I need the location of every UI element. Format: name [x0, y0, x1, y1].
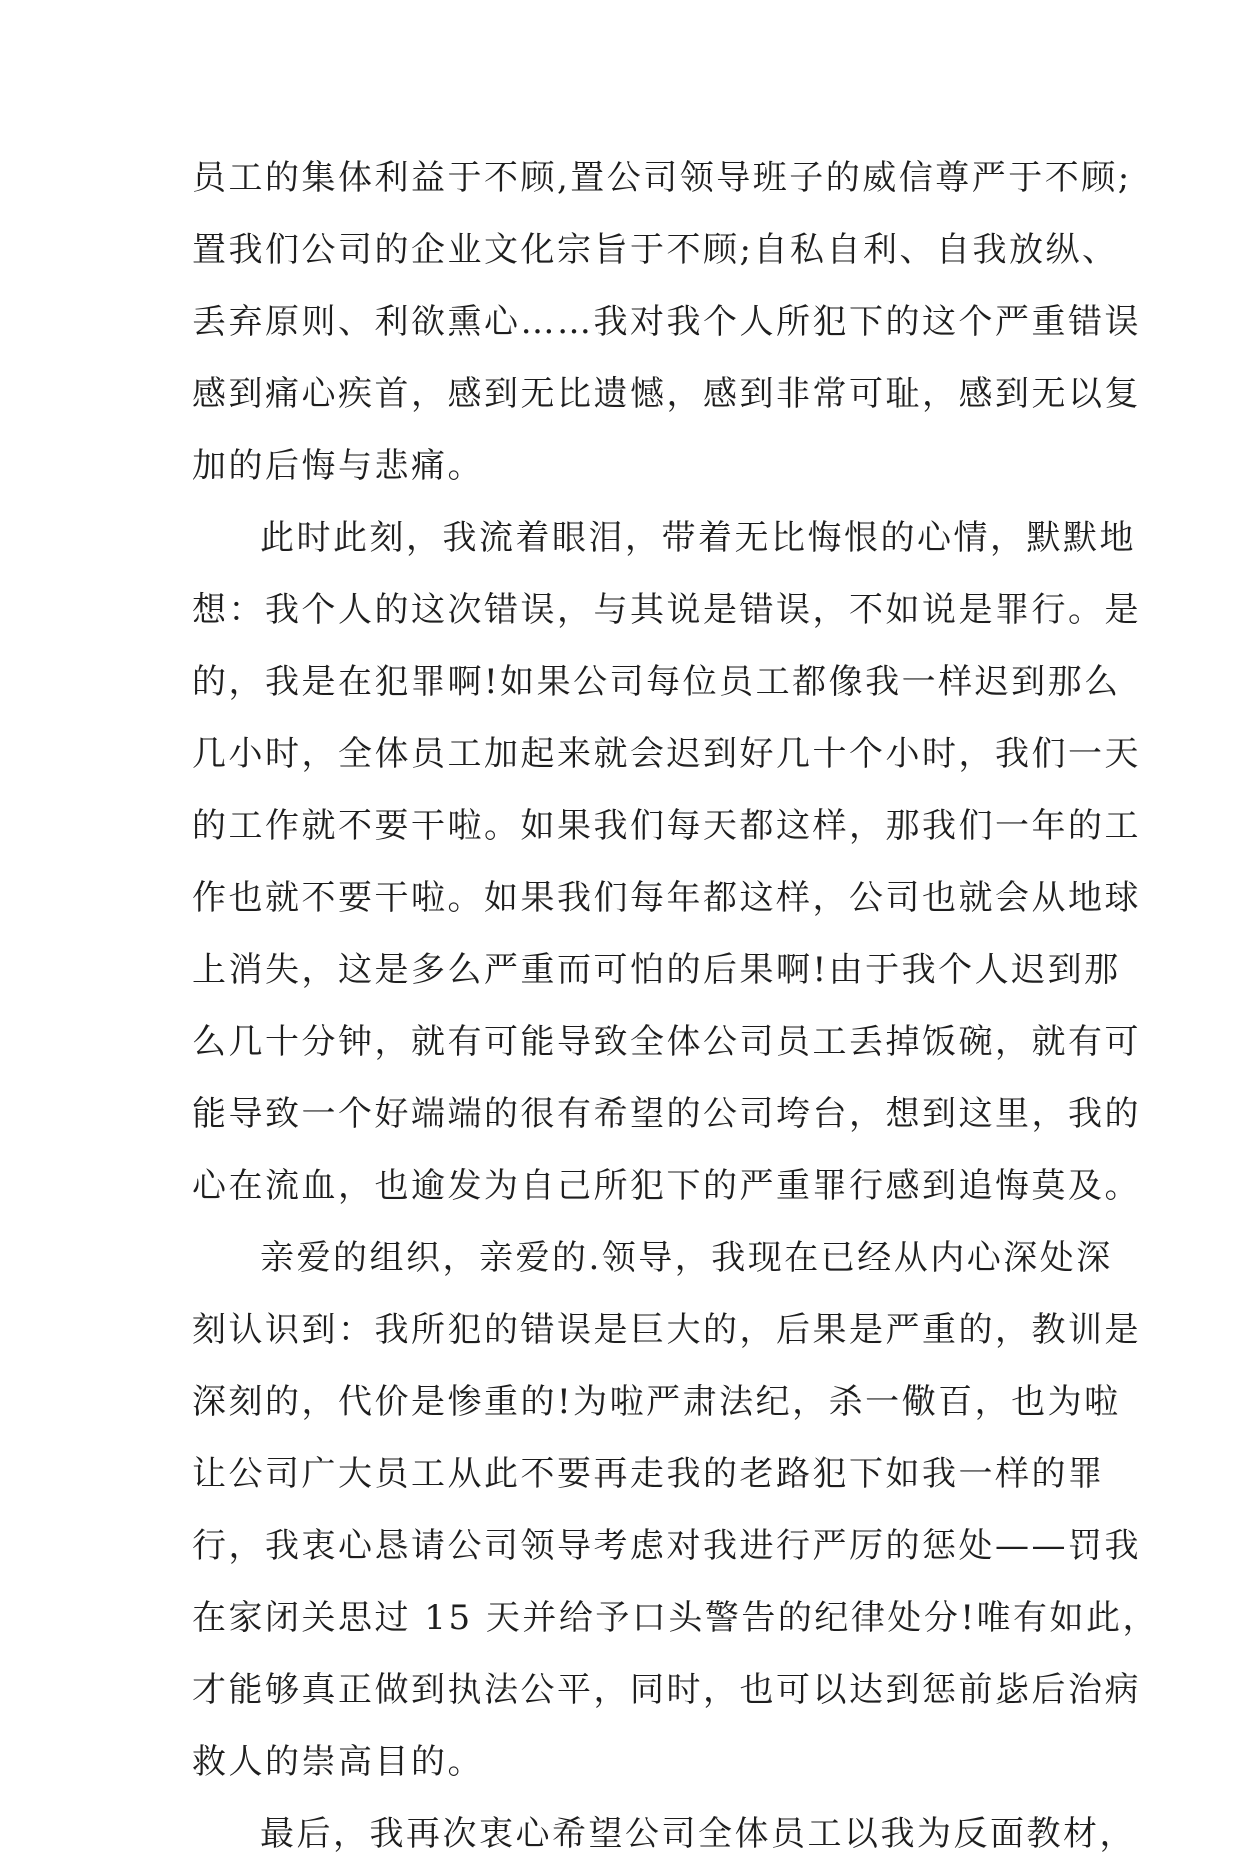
text-line: 员工的集体利益于不顾,置公司领导班子的威信尊严于不顾; [192, 158, 1132, 198]
text-line: 深刻的，代价是惨重的!为啦严肃法纪，杀一儆百，也为啦 [192, 1382, 1121, 1422]
text-line: 心在流血，也逾发为自己所犯下的严重罪行感到追悔莫及。 [192, 1166, 1141, 1206]
text-line: 能导致一个好端端的很有希望的公司垮台，想到这里，我的 [192, 1094, 1141, 1134]
text-line: 让公司广大员工从此不要再走我的老路犯下如我一样的罪 [192, 1454, 1105, 1494]
text-line: 加的后悔与悲痛。 [192, 446, 484, 486]
text-line: 置我们公司的企业文化宗旨于不顾;自私自利、自我放纵、 [192, 230, 1119, 270]
paragraph-start-line: 亲爱的组织，亲爱的.领导，我现在已经从内心深处深 [260, 1238, 1113, 1278]
text-line: 几小时，全体员工加起来就会迟到好几十个小时，我们一天 [192, 734, 1141, 774]
text-line: 的，我是在犯罪啊!如果公司每位员工都像我一样迟到那么 [192, 662, 1121, 702]
paragraph-start-line: 此时此刻，我流着眼泪，带着无比悔恨的心情，默默地 [260, 518, 1136, 558]
paragraph-start-line: 最后，我再次衷心希望公司全体员工以我为反面教材， [260, 1814, 1136, 1854]
text-line: 在家闭关思过 15 天并给予口头警告的纪律处分!唯有如此， [192, 1598, 1160, 1638]
text-line: 的工作就不要干啦。如果我们每天都这样，那我们一年的工 [192, 806, 1141, 846]
text-line: 上消失，这是多么严重而可怕的后果啊!由于我个人迟到那 [192, 950, 1121, 990]
body-text [192, 142, 1160, 1870]
text-line: 想：我个人的这次错误，与其说是错误，不如说是罪行。是 [192, 590, 1141, 630]
text-line: 行，我衷心恳请公司领导考虑对我进行严厉的惩处——罚我 [192, 1526, 1141, 1566]
text-line: 刻认识到：我所犯的错误是巨大的，后果是严重的，教训是 [192, 1310, 1141, 1350]
text-line: 作也就不要干啦。如果我们每年都这样，公司也就会从地球 [192, 878, 1141, 918]
text-line: 么几十分钟，就有可能导致全体公司员工丢掉饭碗，就有可 [192, 1022, 1141, 1062]
text-line: 丢弃原则、利欲熏心……我对我个人所犯下的这个严重错误 [192, 302, 1141, 342]
text-line: 才能够真正做到执法公平，同时，也可以达到惩前毖后治病 [192, 1670, 1141, 1710]
text-line: 感到痛心疾首，感到无比遗憾，感到非常可耻，感到无以复 [192, 374, 1141, 414]
text-line: 救人的崇高目的。 [192, 1742, 484, 1782]
